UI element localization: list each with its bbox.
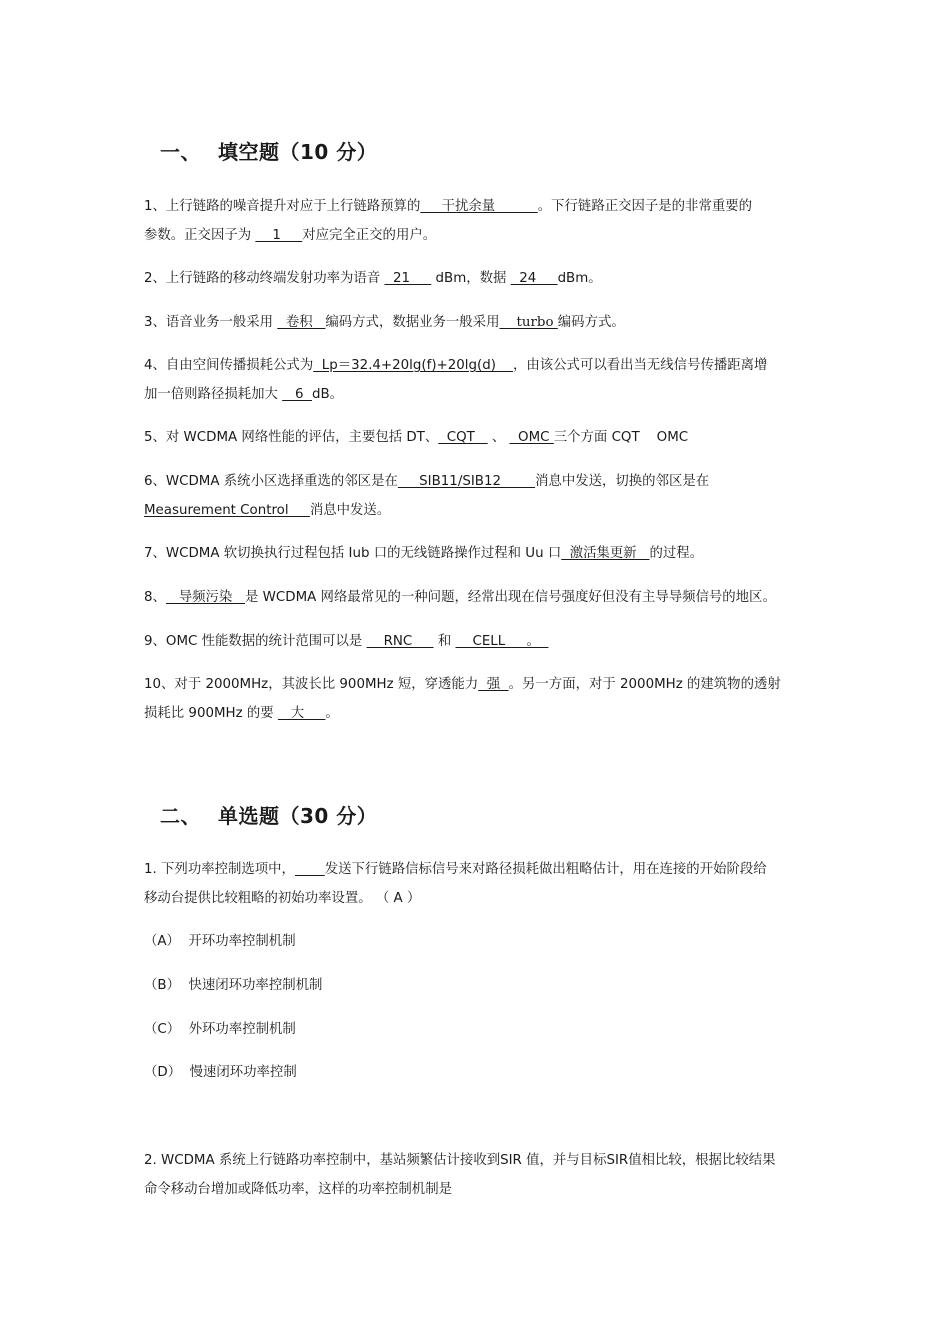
question-text: 消息中发送。 [309,503,391,518]
question-text: 。下行链路正交因子是的非常重要的 [537,199,753,214]
answer-blank: Lp＝32.4+20lg(f)+20lg(d) [313,358,513,373]
question-text: 对应完全正交的用户。 [302,228,437,243]
question-text: 命令移动台增加或降低功率，这样的功率控制机制是 [144,1182,452,1197]
question-text: 移动台提供比较粗略的初始功率设置。 （ A ） [144,891,421,906]
answer-blank: SIB11/SIB12 [397,474,536,489]
question-text: dB。 [311,387,344,402]
question-text: 1. 下列功率控制选项中， [144,862,295,877]
answer-blank: CELL 。 [455,634,549,649]
answer-blank: 导频污染 [165,590,246,605]
question-4-line-2 [144,386,814,404]
question-text: 5、对 WCDMA 网络性能的评估，主要包括 DT、 [144,430,439,445]
answer-blank: RNC [366,634,434,649]
question-text: 是 WCDMA 网络最常见的一种问题，经常出现在信号强度好但没有主导导频信号的地区。 [245,590,776,605]
question-text: 发送下行链路信标信号来对路径损耗做出粗略估计，用在连接的开始阶段给 [324,862,767,877]
answer-blank: 干扰余量 [420,199,538,214]
question-10-line-2 [144,705,814,723]
question-text: dBm。 [557,271,602,286]
answer-blank: turbo [499,315,558,330]
section-number: 二、 [160,804,201,828]
choice-question-2-line-2 [144,1181,814,1199]
option-d [144,1064,814,1082]
question-1-line-1 [144,198,814,216]
question-text: 10、对于 2000MHz，其波长比 900MHz 短，穿透能力 [144,677,479,692]
question-8 [144,589,814,607]
answer-blank: 卷积 [277,315,326,330]
question-text: 6、WCDMA 系统小区选择重选的邻区是在 [144,474,398,489]
question-text: 损耗比 900MHz 的要 [144,706,274,721]
question-5 [144,429,814,447]
question-text: 1、上行链路的噪音提升对应于上行链路预算的 [144,199,421,214]
question-text: 加一倍则路径损耗加大 [144,387,278,402]
question-text: 2. WCDMA 系统上行链路功率控制中，基站频繁估计接收到SIR 值，并与目标SIR值相比较，根据比较结果 [144,1153,776,1168]
answer-blank: 大 [277,706,326,721]
choice-question-2-line-1 [144,1152,814,1170]
section-title: 填空题（10 分） [218,140,378,164]
option-text: （B） 快速闭环功率控制机制 [144,978,323,993]
question-text: 4、自由空间传播损耗公式为 [144,358,314,373]
answer-blank: Measurement Control [144,503,310,518]
section-title: 单选题（30 分） [218,804,378,828]
answer-blank: 激活集更新 [561,546,650,561]
answer-blank: 强 [478,677,509,692]
question-text: 7、WCDMA 软切换执行过程包括 Iub 口的无线链路操作过程和 Uu 口 [144,546,562,561]
answer-blank: 6 [282,387,312,402]
question-text: dBm，数据 [435,271,507,286]
option-text: （C） 外环功率控制机制 [144,1022,296,1037]
question-3 [144,314,814,332]
question-text: 3、语音业务一般采用 [144,315,274,330]
answer-blank: 24 [510,271,558,286]
question-text: 、 [491,430,506,445]
question-text: 。另一方面，对于 2000MHz 的建筑物的透射 [508,677,781,692]
question-7 [144,545,814,563]
question-text: 9、OMC 性能数据的统计范围可以是 [144,634,363,649]
section-number: 一、 [160,140,201,164]
question-text: 和 [437,634,452,649]
question-text: 的过程。 [649,546,704,561]
question-6-line-2 [144,502,814,520]
question-6-line-1 [144,473,814,491]
question-text: 8、 [144,590,166,605]
answer-blank: CQT [438,430,488,445]
question-text: 编码方式，数据业务一般采用 [325,315,500,330]
option-text: （A） 开环功率控制机制 [144,934,296,949]
question-text: 参数。正交因子为 [144,228,252,243]
option-c [144,1021,814,1039]
question-1-line-2 [144,227,814,245]
question-4-line-1 [144,357,814,375]
option-text: （D） 慢速闭环功率控制 [144,1065,297,1080]
question-10-line-1 [144,676,814,694]
answer-blank [295,862,325,877]
option-a [144,933,814,951]
question-text: ，由该公式可以看出当无线信号传播距离增 [513,358,768,373]
question-2 [144,270,814,288]
choice-question-1-line-1 [144,861,814,879]
question-9 [144,633,814,651]
answer-blank: OMC [509,430,554,445]
question-text: 三个方面 CQT OMC [553,430,689,445]
section-heading-single-choice [160,800,377,829]
question-text: 。 [325,706,339,721]
question-text: 消息中发送，切换的邻区是在 [535,474,710,489]
choice-question-1-line-2 [144,890,814,908]
question-text: 2、上行链路的移动终端发射功率为语音 [144,271,381,286]
question-text: 编码方式。 [557,315,625,330]
answer-blank: 21 [384,271,432,286]
option-b [144,977,814,995]
section-heading-fill-blank [160,136,377,165]
answer-blank: 1 [255,228,303,243]
